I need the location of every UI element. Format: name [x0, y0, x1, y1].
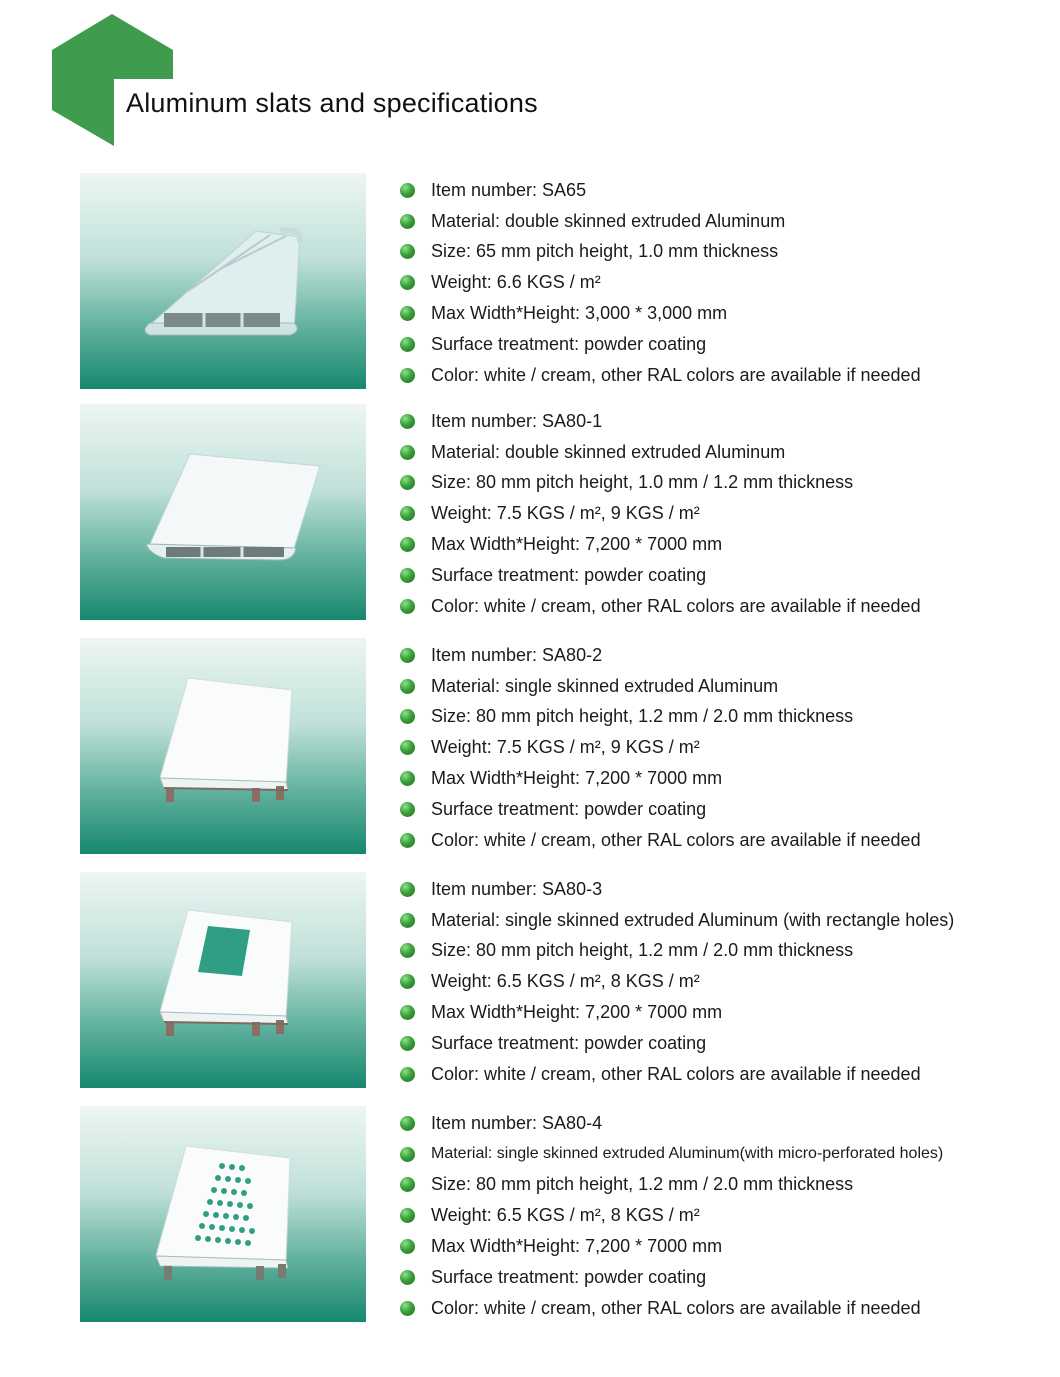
spec-text: Weight: 7.5 KGS / m², 9 KGS / m²	[431, 503, 700, 524]
spec-text: Surface treatment: powder coating	[431, 1032, 707, 1053]
spec-item-item-number	[400, 874, 954, 905]
green-bullet-icon	[400, 913, 415, 928]
spec-item-weight	[400, 966, 954, 997]
spec-text: Material: double skinned extruded Aluminum	[431, 441, 786, 462]
spec-item-size	[400, 237, 921, 268]
spec-item-weight	[400, 732, 921, 763]
green-bullet-icon	[400, 414, 415, 429]
spec-item-size	[400, 468, 921, 499]
spec-item-surface	[400, 1262, 943, 1293]
green-bullet-icon	[400, 368, 415, 383]
spec-text: Weight: 6.5 KGS / m², 8 KGS / m²	[431, 971, 700, 992]
spec-text: Weight: 6.5 KGS / m², 8 KGS / m²	[431, 1205, 700, 1226]
green-bullet-icon	[400, 1036, 415, 1051]
spec-item-weight	[400, 1200, 943, 1231]
green-bullet-icon	[400, 1177, 415, 1192]
spec-text: Max Width*Height: 7,200 * 7000 mm	[431, 1236, 723, 1257]
spec-item-max-size	[400, 1231, 943, 1262]
spec-text: Surface treatment: powder coating	[431, 333, 707, 354]
spec-text: Item number: SA80-2	[431, 644, 603, 665]
spec-text: Surface treatment: powder coating	[431, 564, 707, 585]
spec-item-material	[400, 437, 921, 468]
spec-item-color	[400, 825, 921, 856]
spec-item-max-size	[400, 298, 921, 329]
spec-item-item-number	[400, 406, 921, 437]
spec-text: Surface treatment: powder coating	[431, 798, 707, 819]
spec-text: Max Width*Height: 7,200 * 7000 mm	[431, 1002, 723, 1023]
spec-text: Material: single skinned extruded Aluminum	[431, 675, 779, 696]
spec-item-surface	[400, 1028, 954, 1059]
green-bullet-icon	[400, 648, 415, 663]
spec-list	[400, 1108, 943, 1324]
spec-list	[400, 640, 921, 856]
spec-item-size	[400, 702, 921, 733]
spec-text: Color: white / cream, other RAL colors are available if needed	[431, 829, 921, 850]
spec-text: Color: white / cream, other RAL colors are available if needed	[431, 595, 921, 616]
spec-item-weight	[400, 498, 921, 529]
spec-text: Color: white / cream, other RAL colors are available if needed	[431, 1297, 921, 1318]
spec-text: Material: double skinned extruded Aluminum	[431, 210, 786, 231]
spec-item-material	[400, 905, 954, 936]
green-bullet-icon	[400, 771, 415, 786]
green-bullet-icon	[400, 833, 415, 848]
green-hexagon-logo-icon	[50, 12, 175, 148]
green-bullet-icon	[400, 275, 415, 290]
green-bullet-icon	[400, 306, 415, 321]
page-title: Aluminum slats and specifications	[126, 88, 538, 118]
spec-list	[400, 175, 921, 391]
spec-item-surface	[400, 560, 921, 591]
green-bullet-icon	[400, 943, 415, 958]
spec-text: Surface treatment: powder coating	[431, 1266, 707, 1287]
green-bullet-icon	[400, 337, 415, 352]
green-bullet-icon	[400, 475, 415, 490]
green-bullet-icon	[400, 1208, 415, 1223]
spec-text: Weight: 7.5 KGS / m², 9 KGS / m²	[431, 737, 700, 758]
green-bullet-icon	[400, 882, 415, 897]
spec-item-item-number	[400, 175, 921, 206]
profile-single-skinned-rectangle-hole-icon	[80, 872, 366, 1088]
spec-text: Item number: SA80-4	[431, 1112, 603, 1133]
green-bullet-icon	[400, 183, 415, 198]
spec-text: Material: single skinned extruded Aluminum(with micro-perforated holes)	[431, 1145, 944, 1163]
spec-text: Max Width*Height: 7,200 * 7000 mm	[431, 534, 723, 555]
spec-text: Item number: SA65	[431, 179, 587, 200]
green-bullet-icon	[400, 1239, 415, 1254]
spec-text: Color: white / cream, other RAL colors are available if needed	[431, 1063, 921, 1084]
spec-item-color	[400, 591, 921, 622]
spec-list	[400, 406, 921, 622]
green-bullet-icon	[400, 679, 415, 694]
spec-text: Weight: 6.6 KGS / m²	[431, 272, 601, 293]
spec-item-max-size	[400, 763, 921, 794]
green-bullet-icon	[400, 537, 415, 552]
green-bullet-icon	[400, 1116, 415, 1131]
spec-item-color	[400, 1059, 954, 1090]
spec-text: Size: 80 mm pitch height, 1.2 mm / 2.0 mm thickness	[431, 1174, 854, 1195]
green-bullet-icon	[400, 244, 415, 259]
green-bullet-icon	[400, 506, 415, 521]
spec-item-surface	[400, 329, 921, 360]
product-image	[80, 638, 366, 854]
product-image	[80, 404, 366, 620]
spec-item-weight	[400, 267, 921, 298]
profile-single-skinned-icon	[80, 638, 366, 854]
spec-item-item-number	[400, 1108, 943, 1139]
spec-text: Size: 80 mm pitch height, 1.0 mm / 1.2 mm thickness	[431, 472, 854, 493]
spec-text: Max Width*Height: 3,000 * 3,000 mm	[431, 303, 728, 324]
green-bullet-icon	[400, 802, 415, 817]
spec-text: Size: 80 mm pitch height, 1.2 mm / 2.0 mm thickness	[431, 940, 854, 961]
spec-item-size	[400, 936, 954, 967]
product-image	[80, 872, 366, 1088]
green-bullet-icon	[400, 1067, 415, 1082]
green-bullet-icon	[400, 214, 415, 229]
spec-item-item-number	[400, 640, 921, 671]
spec-item-surface	[400, 794, 921, 825]
green-bullet-icon	[400, 599, 415, 614]
spec-list	[400, 874, 954, 1090]
green-bullet-icon	[400, 1005, 415, 1020]
spec-text: Item number: SA80-1	[431, 410, 603, 431]
spec-text: Item number: SA80-3	[431, 878, 603, 899]
green-bullet-icon	[400, 709, 415, 724]
spec-item-material	[400, 671, 921, 702]
green-bullet-icon	[400, 740, 415, 755]
green-bullet-icon	[400, 1147, 415, 1162]
profile-double-skinned-flat-icon	[80, 404, 366, 620]
spec-item-max-size	[400, 997, 954, 1028]
spec-item-max-size	[400, 529, 921, 560]
green-bullet-icon	[400, 568, 415, 583]
green-bullet-icon	[400, 974, 415, 989]
spec-text: Material: single skinned extruded Aluminum (with rectangle holes)	[431, 909, 955, 930]
spec-item-material	[400, 206, 921, 237]
spec-item-size	[400, 1170, 943, 1201]
spec-text: Size: 65 mm pitch height, 1.0 mm thickness	[431, 241, 779, 262]
profile-double-skinned-rounded-icon	[80, 173, 366, 389]
green-bullet-icon	[400, 1301, 415, 1316]
spec-text: Color: white / cream, other RAL colors are available if needed	[431, 364, 921, 385]
product-image	[80, 173, 366, 389]
green-bullet-icon	[400, 1270, 415, 1285]
product-image	[80, 1106, 366, 1322]
spec-item-color	[400, 360, 921, 391]
spec-text: Size: 80 mm pitch height, 1.2 mm / 2.0 mm thickness	[431, 706, 854, 727]
spec-item-color	[400, 1293, 943, 1324]
spec-text: Max Width*Height: 7,200 * 7000 mm	[431, 768, 723, 789]
profile-single-skinned-perforated-icon	[80, 1106, 366, 1322]
green-bullet-icon	[400, 445, 415, 460]
spec-item-material	[400, 1139, 943, 1170]
